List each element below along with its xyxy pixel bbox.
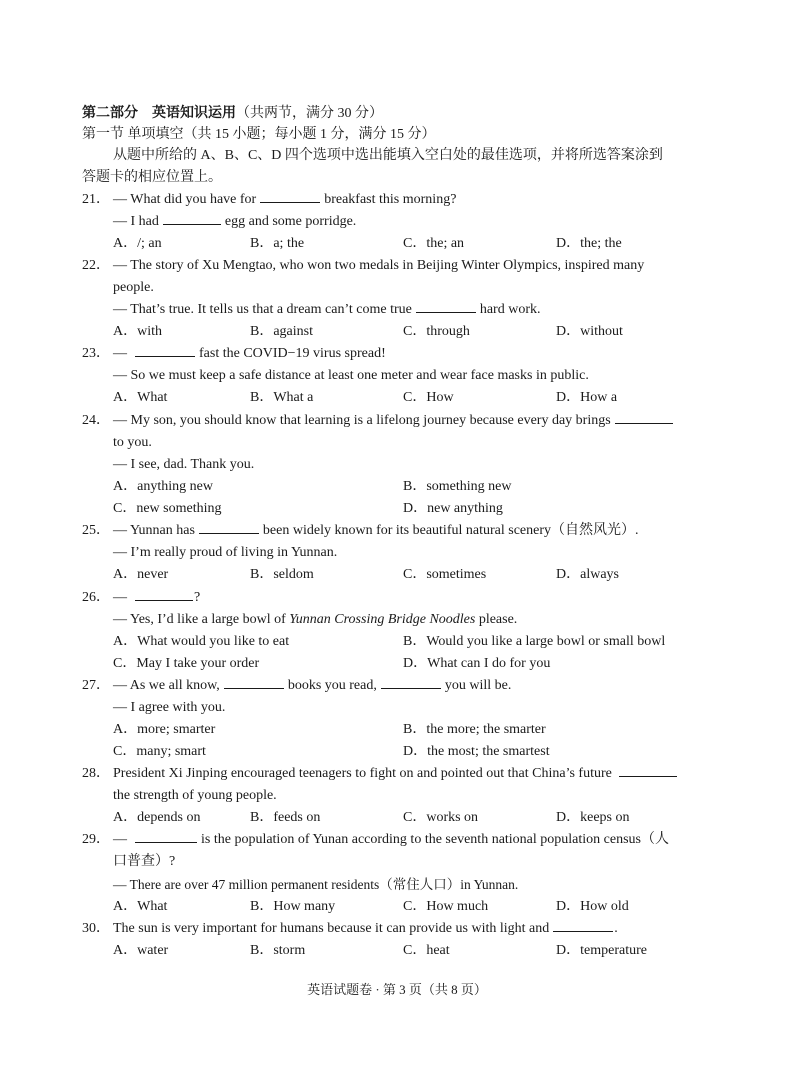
answer-blank: [135, 344, 195, 357]
question-number: 26．: [82, 590, 110, 605]
question-number: 22．: [82, 258, 110, 273]
question-stem: [113, 190, 456, 210]
stem-text: — Yunnan has: [113, 523, 195, 538]
option-c: C．the; an: [403, 236, 465, 251]
answer-blank: [260, 190, 320, 203]
option-b: B．What a: [250, 390, 314, 405]
option-b: B．storm: [250, 943, 306, 958]
option-a: A．What: [113, 899, 168, 914]
part-note: （共两节，满分 30 分）: [236, 106, 383, 121]
option-b: B．against: [250, 324, 313, 339]
option-a: A．anything new: [113, 479, 213, 494]
question-stem: [113, 676, 511, 696]
part-heading: [82, 104, 383, 124]
answer-blank: [553, 919, 613, 932]
question-number: 24．: [82, 413, 110, 428]
question-stem: [113, 344, 386, 364]
stem-text: breakfast this morning?: [324, 192, 457, 207]
page-footer: 英语试题卷 · 第 3 页（共 8 页）: [307, 982, 487, 997]
stem-text: fast the COVID−19 virus spread!: [199, 346, 386, 361]
stem-text: egg and some porridge.: [224, 214, 357, 229]
answer-blank: [381, 676, 441, 689]
stem-text: — That’s true. It tells us that a dream can’t come true: [113, 302, 412, 317]
question-stem: [113, 764, 681, 784]
question-stem-cont: the strength of young people.: [113, 788, 277, 803]
option-a: A．water: [113, 943, 169, 958]
question-reply: [113, 610, 517, 630]
option-d: D．new anything: [403, 501, 503, 516]
stem-text: — I had: [113, 214, 159, 229]
section-title: 第一节 单项填空（共 15 小题；每小题 1 分，满分 15 分）: [82, 127, 436, 142]
option-c: C．heat: [403, 943, 450, 958]
option-d: D．the; the: [556, 236, 622, 251]
option-b: B．something new: [403, 479, 512, 494]
question-reply: — There are over 47 million permanent residents（常住人口）in Yunnan.: [113, 877, 519, 892]
option-b: B．How many: [250, 899, 336, 914]
option-a: A．more; smarter: [113, 722, 216, 737]
question-stem: [113, 830, 669, 850]
option-c: C．sometimes: [403, 567, 487, 582]
question-reply: — I agree with you.: [113, 700, 226, 715]
stem-text: ?: [194, 590, 201, 605]
stem-text: President Xi Jinping encouraged teenagers to fight on and pointed out that China’s future: [113, 766, 612, 781]
option-d: D．temperature: [556, 943, 647, 958]
question-stem: [113, 411, 677, 431]
stem-text: — Yes, I’d like a large bowl of: [113, 612, 286, 627]
stem-text: The sun is very important for humans because it can provide us with light and: [113, 921, 550, 936]
answer-blank: [224, 676, 284, 689]
stem-text: you will be.: [444, 678, 512, 693]
stem-text: — What did you have for: [113, 192, 257, 207]
option-c: C．new something: [113, 501, 222, 516]
question-stem: [113, 521, 639, 541]
option-c: C．works on: [403, 810, 479, 825]
question-stem-cont: 口普查）?: [113, 854, 176, 869]
option-a: A．What would you like to eat: [113, 634, 290, 649]
option-b: B．Would you like a large bowl or small bowl: [403, 634, 666, 649]
question-stem-cont: to you.: [113, 435, 152, 450]
answer-blank: [163, 212, 221, 225]
instruction-line-2: 答题卡的相应位置上。: [82, 170, 222, 185]
option-a: A．never: [113, 567, 169, 582]
stem-text: — As we all know,: [113, 678, 220, 693]
option-a: A．with: [113, 324, 162, 339]
option-d: D．the most; the smartest: [403, 744, 550, 759]
question-reply: [113, 212, 356, 232]
question-number: 25．: [82, 523, 110, 538]
answer-blank: [135, 588, 193, 601]
question-number: 28．: [82, 766, 110, 781]
stem-text: —: [113, 346, 127, 361]
option-c: C．May I take your order: [113, 656, 260, 671]
option-c: C．How: [403, 390, 454, 405]
stem-text: please.: [478, 612, 518, 627]
stem-text: is the population of Yunan according to the seventh national population census（人: [201, 832, 669, 847]
option-b: B．feeds on: [250, 810, 321, 825]
stem-text: — My son, you should know that learning is a lifelong journey because every day brings: [113, 413, 611, 428]
question-stem: — The story of Xu Mengtao, who won two medals in Beijing Winter Olympics, inspired many: [113, 258, 645, 273]
instruction-line-1: 从题中所给的 A、B、C、D 四个选项中选出能填入空白处的最佳选项，并将所选答案涂到: [113, 148, 663, 163]
option-b: B．seldom: [250, 567, 314, 582]
stem-text: hard work.: [479, 302, 541, 317]
question-number: 23．: [82, 346, 110, 361]
answer-blank: [135, 830, 197, 843]
question-number: 21．: [82, 192, 110, 207]
question-reply: [113, 300, 541, 320]
question-stem: [113, 919, 618, 939]
option-d: D．keeps on: [556, 810, 630, 825]
option-d: D．always: [556, 567, 619, 582]
answer-blank: [199, 521, 259, 534]
option-a: A．/; an: [113, 236, 162, 251]
question-reply: — I’m really proud of living in Yunnan.: [113, 545, 338, 560]
option-c: C．through: [403, 324, 470, 339]
option-d: D．What can I do for you: [403, 656, 551, 671]
question-reply: — So we must keep a safe distance at least one meter and wear face masks in public.: [113, 368, 589, 383]
question-stem-cont: people.: [113, 280, 154, 295]
option-d: D．without: [556, 324, 623, 339]
stem-text: —: [113, 590, 127, 605]
stem-text: been widely known for its beautiful natural scenery（自然风光）.: [262, 523, 639, 538]
option-d: D．How a: [556, 390, 618, 405]
option-b: B．a; the: [250, 236, 305, 251]
option-d: D．How old: [556, 899, 629, 914]
question-number: 27．: [82, 678, 110, 693]
question-number: 30．: [82, 921, 110, 936]
option-a: A．depends on: [113, 810, 201, 825]
question-number: 29．: [82, 832, 110, 847]
question-reply: — I see, dad. Thank you.: [113, 457, 255, 472]
stem-text: .: [614, 921, 618, 936]
stem-text: books you read,: [287, 678, 377, 693]
question-stem: [113, 588, 200, 608]
answer-blank: [615, 411, 673, 424]
stem-text-italic: Yunnan Crossing Bridge Noodles: [289, 612, 476, 627]
option-a: A．What: [113, 390, 168, 405]
stem-text: —: [113, 832, 127, 847]
option-c: C．many; smart: [113, 744, 206, 759]
part-title: 第二部分 英语知识运用: [82, 106, 236, 121]
answer-blank: [619, 764, 677, 777]
option-b: B．the more; the smarter: [403, 722, 546, 737]
option-c: C．How much: [403, 899, 489, 914]
answer-blank: [416, 300, 476, 313]
